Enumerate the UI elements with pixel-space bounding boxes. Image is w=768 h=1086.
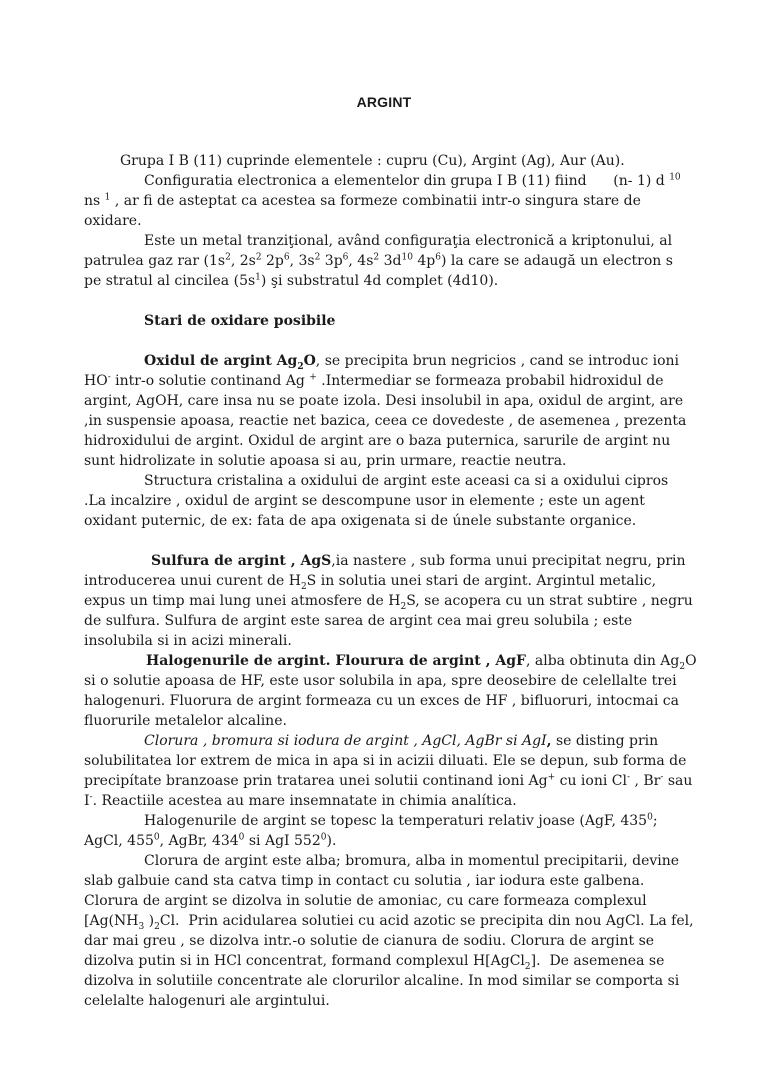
paragraph-crystal-structure	[84, 471, 684, 531]
paragraph-group-intro	[84, 151, 684, 171]
document-title: ARGINT	[356, 94, 412, 110]
text-line: pe stratul al cincilea $(5s^1)$ şi substratul 4d complet (4d10).	[84, 272, 499, 289]
text-line: celelalte halogenuri ale argintului.	[84, 993, 330, 1009]
text-line: dizolva in solutiile concentrate ale clorurilor alcaline. In mod similar se comporta si	[84, 973, 680, 989]
text-line: si o solutie apoasa de HF, este usor solubila in apa, spre deosebire de celellalte trei	[84, 673, 677, 689]
paragraph-silver-chloride	[84, 851, 694, 1011]
paragraph-electron-configuration	[84, 171, 684, 231]
text-line: halogenuri. Fluorura de argint formeaza cu un exces de HF , bifluoruri, intocmai ca	[84, 693, 679, 709]
text-line: Oxidul de argint $Ag_2O$, se precipita brun negricios , cand se introduc ioni	[144, 353, 680, 372]
paragraph-transition-metal	[84, 231, 684, 291]
text-line: I-. Reactiile acestea au mare insemnatate in chimia analítica.	[84, 792, 517, 809]
text-line: de sulfura. Sulfura de argint este sarea de argint cea mai greu solubila ; este	[84, 613, 633, 629]
paragraph-melting-points	[84, 811, 684, 851]
text-line: ,in suspensie apoasa, reactie net bazica, ceea ce dovedeste , de asemenea , prezenta	[84, 413, 687, 429]
text-line: introducerea unui curent de $H_2S$ in solutia unei stari de argint. Argintul metalic,	[84, 573, 657, 592]
text-line: HO- intr-o solutie continand Ag + .Intermediar se formeaza probabil hidroxidul de	[84, 372, 664, 389]
text-line: dizolva putin si in HCl concentrat, formand complexul H[AgCl$_2$]. De asemenea se	[84, 953, 665, 972]
text-line: oxidare.	[84, 213, 142, 229]
text-line: argint, AgOH, care insa nu se poate izola. Desi insolubil in apa, oxidul de argint, are	[84, 393, 684, 409]
text-line: Clorura de argint este alba; bromura, alba in momentul precipitarii, devine	[144, 853, 680, 869]
text-line: expus un timp mai lung unei atmosfere de $H_2S$, se acopera cu un strat subtire , negru	[84, 593, 693, 612]
text-line: Halogenurile de argint. Flourura de argint , AgF, alba obtinuta din $Ag_2O$	[146, 653, 697, 672]
text-line: [$Ag(NH_3$ )$_2Cl$. Prin acidularea solutiei cu acid azotic se precipita din nou AgCl. La fel,	[84, 913, 694, 932]
text-line: Clorura de argint se dizolva in solutie de amoniac, cu care formeaza complexul	[84, 893, 647, 909]
paragraph-halides	[84, 651, 697, 731]
document-body	[84, 151, 697, 1011]
text-line: hidroxidului de argint. Oxidul de argint are o baza puternica, sarurile de argint nu	[84, 433, 671, 449]
text-line: Sulfura de argint , AgS,ia nastere , sub forma unui precipitat negru, prin	[151, 553, 686, 569]
text-line: precipítate branzoase prin tratarea unei solutii continand ioni Ag+ cu ioni Cl- , Br- sau	[84, 772, 693, 789]
text-line: fluorurile metalelor alcaline.	[84, 713, 287, 729]
text-line: solubilitatea lor extrem de mica in apa si in acizii diluati. Ele se depun, sub forma de	[84, 753, 687, 769]
paragraph-silver-oxide	[84, 351, 687, 471]
text-line: slab galbuie cand sta catva timp in contact cu solutia , iar iodura este galbena.	[84, 873, 645, 889]
text-line: oxidant puternic, de ex: fata de apa oxigenata si de únele substante organice.	[84, 513, 637, 529]
text-line: Configuratia electronica a elementelor din grupa I B (11) fiind (n- 1) d $^{10}$	[144, 172, 681, 189]
text-line: Este un metal tranziţional, având configuraţia electronică a kriptonului, al	[144, 233, 673, 249]
text-line: .La incalzire , oxidul de argint se descompune usor in elemente ; este un agent	[84, 493, 645, 509]
text-line: Grupa I B (11) cuprinde elementele : cupru (Cu), Argint (Ag), Aur (Au).	[120, 153, 625, 169]
paragraph-chloride-bromide-iodide	[84, 731, 693, 811]
text-line: AgCl, $455^0$, AgBr, $434^0$ si AgI $552^0$).	[84, 832, 337, 849]
text-line: ns $^1$ , ar fi de asteptat ca acestea sa formeze combinatii intr-o singura stare de	[84, 192, 641, 209]
text-line: sunt hidrolizate in solutie apoasa si au, prin urmare, reactie neutra.	[84, 453, 567, 469]
text-line: patrulea gaz rar ($1s^2$, $2s^2$ $2p^6$, $3s^2$ $3p^6$, $4s^2$ $3d^{10}$ $4p^6$) la care se adaugă un electron s	[84, 252, 673, 269]
text-line: Halogenurile de argint se topesc la temperaturi relativ joase (AgF, $435^0$;	[144, 812, 658, 829]
paragraph-silver-sulfide	[84, 551, 693, 651]
text-line: Clorura , bromura si iodura de argint , AgCl, AgBr si AgI, se disting prin	[144, 733, 659, 749]
section-heading: Stari de oxidare posibile	[144, 313, 336, 329]
text-line: Structura cristalina a oxidului de argint este aceasi ca si a oxidului cipros	[144, 473, 669, 489]
text-line: dar mai greu , se dizolva intr.-o solutie de cianura de sodiu. Clorura de argint se	[84, 933, 655, 949]
text-line: insolubila si in acizi minerali.	[84, 633, 292, 649]
